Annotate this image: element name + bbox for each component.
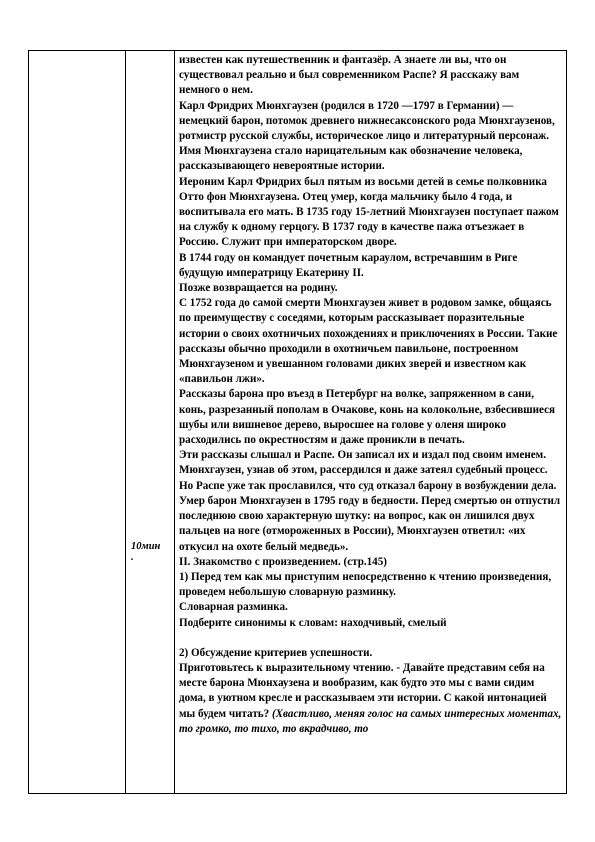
section2-italic: (Хвастливо, меняя голос на самых интересных моментах, то громко, то тихо, то вкрадчиво, то	[179, 707, 562, 735]
section2-text	[179, 661, 562, 737]
section-heading: II. Знакомство с произведением. (стр.145)	[179, 555, 387, 568]
paragraph: 1) Перед тем как мы приступим непосредственно к чтению произведения, проведем небольшую словарную разминку.	[179, 570, 552, 599]
lesson-content	[175, 51, 566, 737]
paragraph: Словарная разминка.	[179, 601, 288, 614]
paragraph: Умер барон Мюнхгаузен в 1795 году в бедности. Перед смертью он отпустил последнюю свою характерную шутку: на вопрос, как он лишился двух пальцев на ноге (отмороженных в России), Мюнхгаузен ответил: «их откусил на охоте белый медведь».	[179, 494, 561, 553]
time-cell	[126, 51, 175, 794]
paragraph: известен как путешественник и фантазёр. А знаете ли вы, что он существовал реально и был современником Распе? Я расскажу вам немного о нем.	[179, 54, 520, 97]
paragraph: С 1752 года до самой смерти Мюнхгаузен живет в родовом замке, общаясь по преимуществу с соседями, которым рассказывает поразительные истории о своих охотничьих похождениях и приключениях в России. Такие рассказы обычно проходили в охотничьем павильоне, построенном Мюнхгаузеном и увешанном головами диких зверей и известном как «павильон лжи».	[179, 297, 558, 386]
paragraph: Позже возвращается на родину.	[179, 282, 338, 295]
content-cell	[175, 51, 567, 794]
paragraph: Карл Фридрих Мюнхгаузен (родился в 1720 —1797 в Германии) — немецкий барон, потомок древнего нижнесаксонского рода Мюнхгаузенов, ротмистр русской службы, историческое лицо и литературный персонаж. Имя Мюнхгаузена стало нарицательным как обозначение человека, рассказывающего невероятные истории.	[179, 99, 555, 173]
lesson-plan-table	[28, 50, 567, 794]
time-label-text: 10мин	[131, 541, 161, 552]
paragraph: Эти рассказы слышал и Распе. Он записал их и издал под своим именем. Мюнхгаузен, узнав об этом, рассердился и даже затеял судебный процесс. Но Распе уже так прославился, что суд отказал барону в возбуждении дела.	[179, 449, 557, 492]
paragraph: Подберите синонимы к словам: находчивый, смелый	[179, 616, 447, 629]
section2-heading: 2) Обсуждение критериев успешности.	[179, 646, 373, 659]
paragraph: Иероним Карл Фридрих был пятым из восьми детей в семье полковника Отто фон Мюнхгаузена. Отец умер, когда мальчику было 4 года, и воспитывала его мать. В 1735 году 15-летний Мюнхгаузен поступает пажом на службу к одному герцогу. В 1737 году в качестве пажа отъезжает в Россию. Служит при императорском дворе.	[179, 175, 559, 249]
time-label-mark: .	[131, 552, 134, 563]
paragraph: Рассказы барона про въезд в Петербург на волке, запряженном в сани, конь, разрезанный пополам в Очакове, конь на колокольне, взбесившиеся шубы или вишневое дерево, выросшее на голове у оленя широко расходились по окрестностям и даже проникли в печать.	[179, 388, 556, 447]
paragraph: В 1744 году он командует почетным караулом, встречавшим в Риге будущую императрицу Екатерину II.	[179, 251, 518, 279]
section2-plain: Приготовьтесь к выразительному чтению. - Давайте представим себя на месте барона Мюнхаузена и вообразим, как будто это мы с вами сидим дома, в уютном кресле и рассказываем эти истории. С какой интонацией мы будем читать?	[179, 661, 547, 720]
time-label	[131, 541, 160, 563]
spacer	[179, 631, 562, 646]
empty-cell	[29, 51, 126, 794]
table-row	[29, 51, 567, 794]
